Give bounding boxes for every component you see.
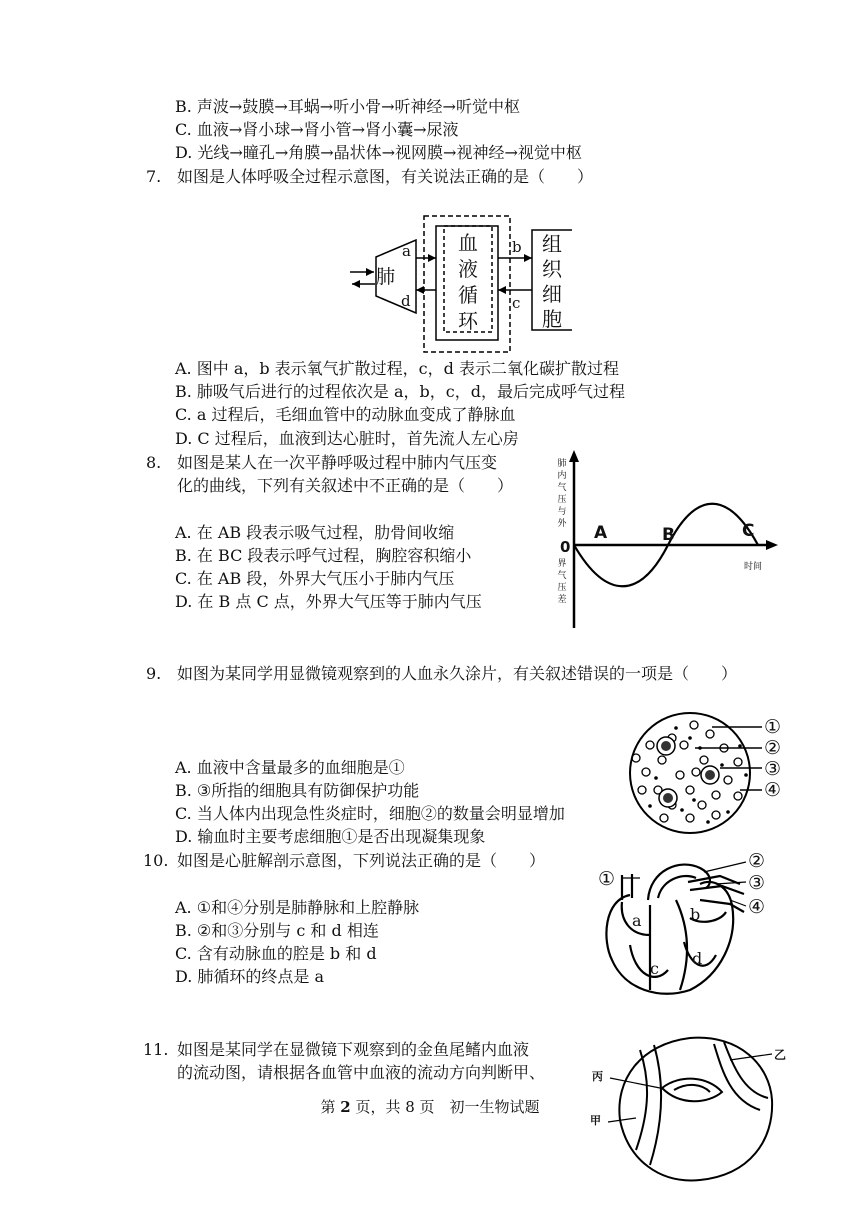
chamber-c-label: c xyxy=(650,959,659,978)
q10-number: 10. xyxy=(143,851,169,870)
heart-label-1: ① xyxy=(598,868,616,890)
smear-label-1: ① xyxy=(764,716,782,738)
y-label-char: 肺 xyxy=(557,459,567,469)
vessel-label-bing: 丙 xyxy=(592,1070,603,1083)
heart-label-2: ② xyxy=(748,850,766,872)
q7-stem: 如图是人体呼吸全过程示意图，有关说法正确的是（ ） xyxy=(177,167,594,186)
tissue-label-1: 组 xyxy=(542,232,562,256)
heart-label-3: ③ xyxy=(748,872,766,894)
q10-option-c: C. 含有动脉血的腔是 b 和 d xyxy=(175,944,377,963)
smear-label-3: ③ xyxy=(764,758,782,780)
point-a-label: A xyxy=(594,523,608,543)
smear-label-2: ② xyxy=(764,737,782,759)
y-label-char: 外 xyxy=(557,519,567,529)
y-label-char: 气 xyxy=(557,483,567,493)
y-axis-label xyxy=(556,458,571,606)
q9-number: 9. xyxy=(146,664,162,683)
footer-prefix: 第 xyxy=(320,1098,336,1116)
tissue-label-3: 细 xyxy=(542,282,562,306)
q7-option-d: D. C 过程后，血液到达心脏时，首先流人左心房 xyxy=(175,429,519,448)
q7-option-c: C. a 过程后，毛细血管中的动脉血变成了静脉血 xyxy=(175,405,516,424)
q9-option-b: B. ③所指的细胞具有防御保护功能 xyxy=(175,781,420,800)
q7-number: 7. xyxy=(146,167,162,186)
q6-option-d: D. 光线→瞳孔→角膜→晶状体→视网膜→视神经→视觉中枢 xyxy=(175,143,582,162)
lung-label: 肺 xyxy=(376,266,396,288)
arrow-d-label: d xyxy=(401,292,411,310)
q10-option-a: A. ①和④分别是肺静脉和上腔静脉 xyxy=(175,898,420,917)
blood-label-1: 血 xyxy=(458,231,478,255)
arrow-c-label: c xyxy=(512,294,521,312)
y-label-char: 压 xyxy=(557,495,567,505)
vessel-label-jia: 甲 xyxy=(590,1114,601,1127)
blood-label-4: 环 xyxy=(458,309,478,333)
q9-option-c: C. 当人体内出现急性炎症时，细胞②的数量会明显增加 xyxy=(175,804,565,823)
footer-suffix: 页，共 8 页 初一生物试题 xyxy=(355,1098,540,1116)
q8-option-d: D. 在 B 点 C 点，外界大气压等于肺内气压 xyxy=(175,592,482,611)
q9-option-d: D. 输血时主要考虑细胞①是否出现凝集现象 xyxy=(175,827,486,846)
footer-page-number: 2 xyxy=(340,1098,351,1116)
origin-label: 0 xyxy=(560,538,571,556)
tissue-label-2: 织 xyxy=(542,257,562,281)
q8-stem-line1: 如图是某人在一次平静呼吸过程中肺内气压变 xyxy=(177,453,498,472)
q6-option-b: B. 声波→鼓膜→耳蜗→听小骨→听神经→听觉中枢 xyxy=(175,97,520,116)
heart-label-4: ④ xyxy=(748,896,766,918)
smear-label-4: ④ xyxy=(764,779,782,801)
blood-label-2: 液 xyxy=(458,257,478,281)
q6-option-c: C. 血液→肾小球→肾小管→肾小囊→尿液 xyxy=(175,120,459,139)
q10-option-d: D. 肺循环的终点是 a xyxy=(175,967,325,986)
y-label-char: 内 xyxy=(557,471,567,481)
q8-option-c: C. 在 AB 段，外界大气压小于肺内气压 xyxy=(175,569,455,588)
tissue-label-4: 胞 xyxy=(542,307,562,331)
q10-option-b: B. ②和③分别与 c 和 d 相连 xyxy=(175,921,379,940)
q8-option-a: A. 在 AB 段表示吸气过程，肋骨间收缩 xyxy=(175,523,455,542)
q8-option-b: B. 在 BC 段表示呼气过程，胸腔容积缩小 xyxy=(175,546,472,565)
q7-option-b: B. 肺吸气后进行的过程依次是 a，b，c，d，最后完成呼气过程 xyxy=(175,382,626,401)
y-label-char: 气 xyxy=(557,571,567,581)
point-c-label: C xyxy=(742,521,755,541)
q9-stem: 如图为某同学用显微镜观察到的人血永久涂片，有关叙述错误的一项是（ ） xyxy=(177,664,738,683)
q7-option-a: A. 图中 a，b 表示氧气扩散过程，c，d 表示二氧化碳扩散过程 xyxy=(175,359,619,378)
chamber-a-label: a xyxy=(632,911,642,930)
point-b-label: B xyxy=(662,525,675,545)
chamber-b-label: b xyxy=(690,905,701,924)
y-label-char: 界 xyxy=(557,559,567,569)
q11-stem-line2: 的流动图，请根据各血管中血液的流动方向判断甲、 xyxy=(177,1063,546,1082)
y-label-char: 差 xyxy=(557,595,567,605)
y-label-char: 压 xyxy=(557,583,567,593)
arrow-a-label: a xyxy=(402,242,411,260)
q11-stem-line1: 如图是某同学在显微镜下观察到的金鱼尾鳍内血液 xyxy=(177,1040,530,1059)
blood-label-3: 循 xyxy=(458,283,478,307)
q8-stem-line2: 化的曲线，下列有关叙述中不正确的是（ ） xyxy=(177,476,514,495)
q9-option-a: A. 血液中含量最多的血细胞是① xyxy=(175,758,405,777)
arrow-b-label: b xyxy=(512,238,522,256)
q8-number: 8. xyxy=(146,453,162,472)
y-label-char: 与 xyxy=(557,507,567,517)
x-axis-label: 时间 xyxy=(744,562,763,572)
page-footer xyxy=(0,1096,860,1117)
q10-stem: 如图是心脏解剖示意图，下列说法正确的是（ ） xyxy=(177,851,546,870)
q11-number: 11. xyxy=(143,1040,169,1059)
chamber-d-label: d xyxy=(692,949,703,968)
vessel-label-yi: 乙 xyxy=(774,1048,787,1062)
